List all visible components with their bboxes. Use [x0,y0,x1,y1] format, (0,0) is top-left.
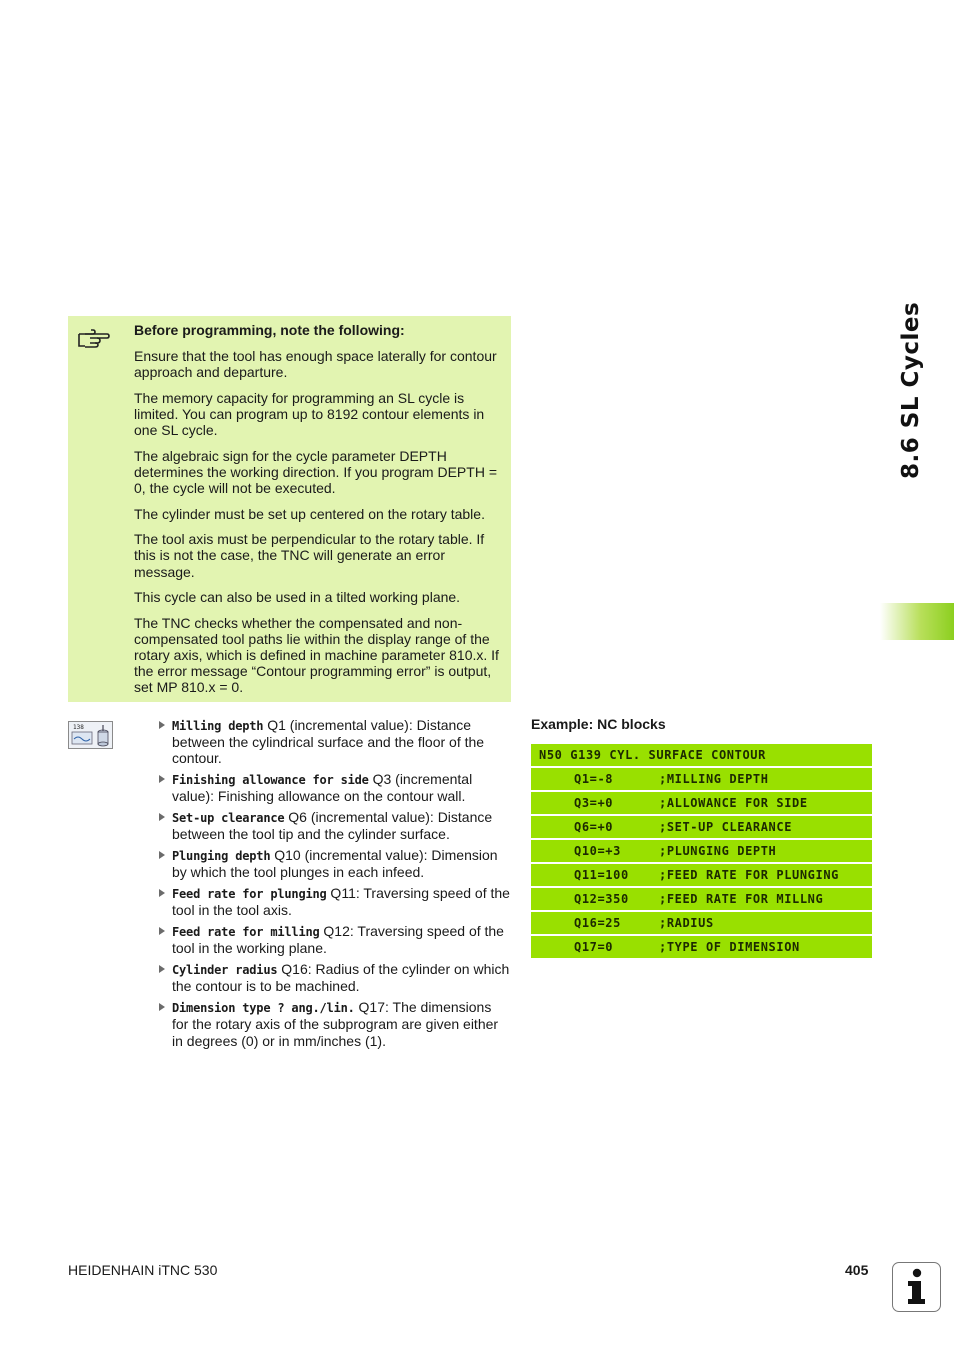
bullet-arrow-icon [159,889,165,897]
param-name: Feed rate for plunging [172,887,327,902]
nc-header-text: N50 G139 CYL. SURFACE CONTOUR [539,748,766,762]
param-item [158,717,510,767]
footer-product: HEIDENHAIN iTNC 530 [68,1262,218,1278]
nc-block-row [531,768,872,790]
nc-comment: ;FEED RATE FOR PLUNGING [659,868,839,882]
nc-block-row [531,864,872,886]
bullet-arrow-icon [159,1003,165,1011]
chapter-tab [880,603,954,640]
nc-param: Q3=+0 [574,796,614,810]
param-name: Dimension type ? ang./lin. [172,1001,355,1016]
cylinder-icon [69,722,112,748]
param-text: Q10 (incremental value): Dimension by which the tool plunges in each infeed. [172,847,498,881]
nc-comment: ;FEED RATE FOR MILLNG [659,892,824,906]
bullet-arrow-icon [159,775,165,783]
nc-comment: ;MILLING DEPTH [659,772,769,786]
pointing-hand-icon [77,324,111,350]
param-text: Q1 (incremental value): Distance between the cylindrical surface and the floor of the contour. [172,717,485,767]
info-icon [892,1262,941,1312]
param-text: Q6 (incremental value): Distance between the tool tip and the cylinder surface. [172,809,493,843]
nc-block-row [531,936,872,958]
bullet-arrow-icon [159,813,165,821]
param-name: Feed rate for milling [172,925,320,940]
note-paragraph: The algebraic sign for the cycle parameter DEPTH determines the working direction. If you program DEPTH = 0, the cycle will not be executed. [134,447,497,497]
param-item [158,999,510,1049]
note-paragraph: The cylinder must be set up centered on the rotary table. [134,505,485,522]
param-name: Set-up clearance [172,811,285,826]
note-paragraph: The tool axis must be perpendicular to the rotary table. If this is not the case, the TNC will generate an error message. [134,531,485,580]
nc-param: Q10=+3 [574,844,621,858]
note-paragraph: The memory capacity for programming an SL cycle is limited. You can program up to 8192 contour elements in one SL cycle. [134,389,485,439]
nc-comment: ;ALLOWANCE FOR SIDE [659,796,808,810]
nc-comment: ;PLUNGING DEPTH [659,844,777,858]
nc-param: Q11=100 [574,868,629,882]
nc-param: Q6=+0 [574,820,614,834]
note-paragraph: Ensure that the tool has enough space laterally for contour approach and departure. [134,348,497,381]
example-title: Example: NC blocks [531,716,666,732]
param-name: Finishing allowance for side [172,773,369,788]
param-name: Plunging depth [172,849,271,864]
parameter-list [158,717,510,1053]
bullet-arrow-icon [159,927,165,935]
param-item [158,885,510,918]
param-item [158,923,510,956]
note-box [68,316,511,702]
param-text: Q3 (incremental value): Finishing allowance on the contour wall. [172,771,473,805]
nc-block-row [531,888,872,910]
nc-block-row [531,792,872,814]
bullet-arrow-icon [159,721,165,729]
nc-block-header [531,744,872,766]
param-text: Q11: Traversing speed of the tool in the tool axis. [172,885,510,919]
param-item [158,809,510,842]
cycle-138-icon [68,721,113,749]
nc-param: Q17=0 [574,940,614,954]
nc-comment: ;TYPE OF DIMENSION [659,940,800,954]
cycle-icon-label: 138 [73,724,84,731]
nc-param: Q16=25 [574,916,621,930]
bullet-arrow-icon [159,965,165,973]
note-heading: Before programming, note the following: [134,322,405,338]
param-item [158,847,510,880]
nc-comment: ;RADIUS [659,916,714,930]
param-text: Q16: Radius of the cylinder on which the contour is to be machined. [172,961,510,995]
info-glyph-icon [893,1263,939,1310]
nc-block-row [531,912,872,934]
param-text: Q12: Traversing speed of the tool in the working plane. [172,923,504,957]
param-item [158,961,510,994]
note-paragraph: This cycle can also be used in a tilted working plane. [134,589,461,606]
param-name: Milling depth [172,719,264,733]
nc-param: Q1=-8 [574,772,614,786]
param-text: Q17: The dimensions for the rotary axis of the subprogram are given either in degrees (0) or in mm/inches (1). [172,999,499,1049]
nc-param: Q12=350 [574,892,629,906]
param-item [158,771,510,804]
nc-block-list [531,744,872,960]
note-paragraph: The TNC checks whether the compensated and non-compensated tool paths lie within the display range of the rotary axis, which is defined in machine parameter 810.x. If the error message “Contour programming error” is output, set MP 810.x = 0. [134,614,499,696]
nc-block-row [531,816,872,838]
param-name: Cylinder radius [172,963,278,978]
nc-block-row [531,840,872,862]
page-number: 405 [845,1262,869,1278]
nc-comment: ;SET-UP CLEARANCE [659,820,793,834]
bullet-arrow-icon [159,851,165,859]
section-title: 8.6 SL Cycles [898,301,924,479]
